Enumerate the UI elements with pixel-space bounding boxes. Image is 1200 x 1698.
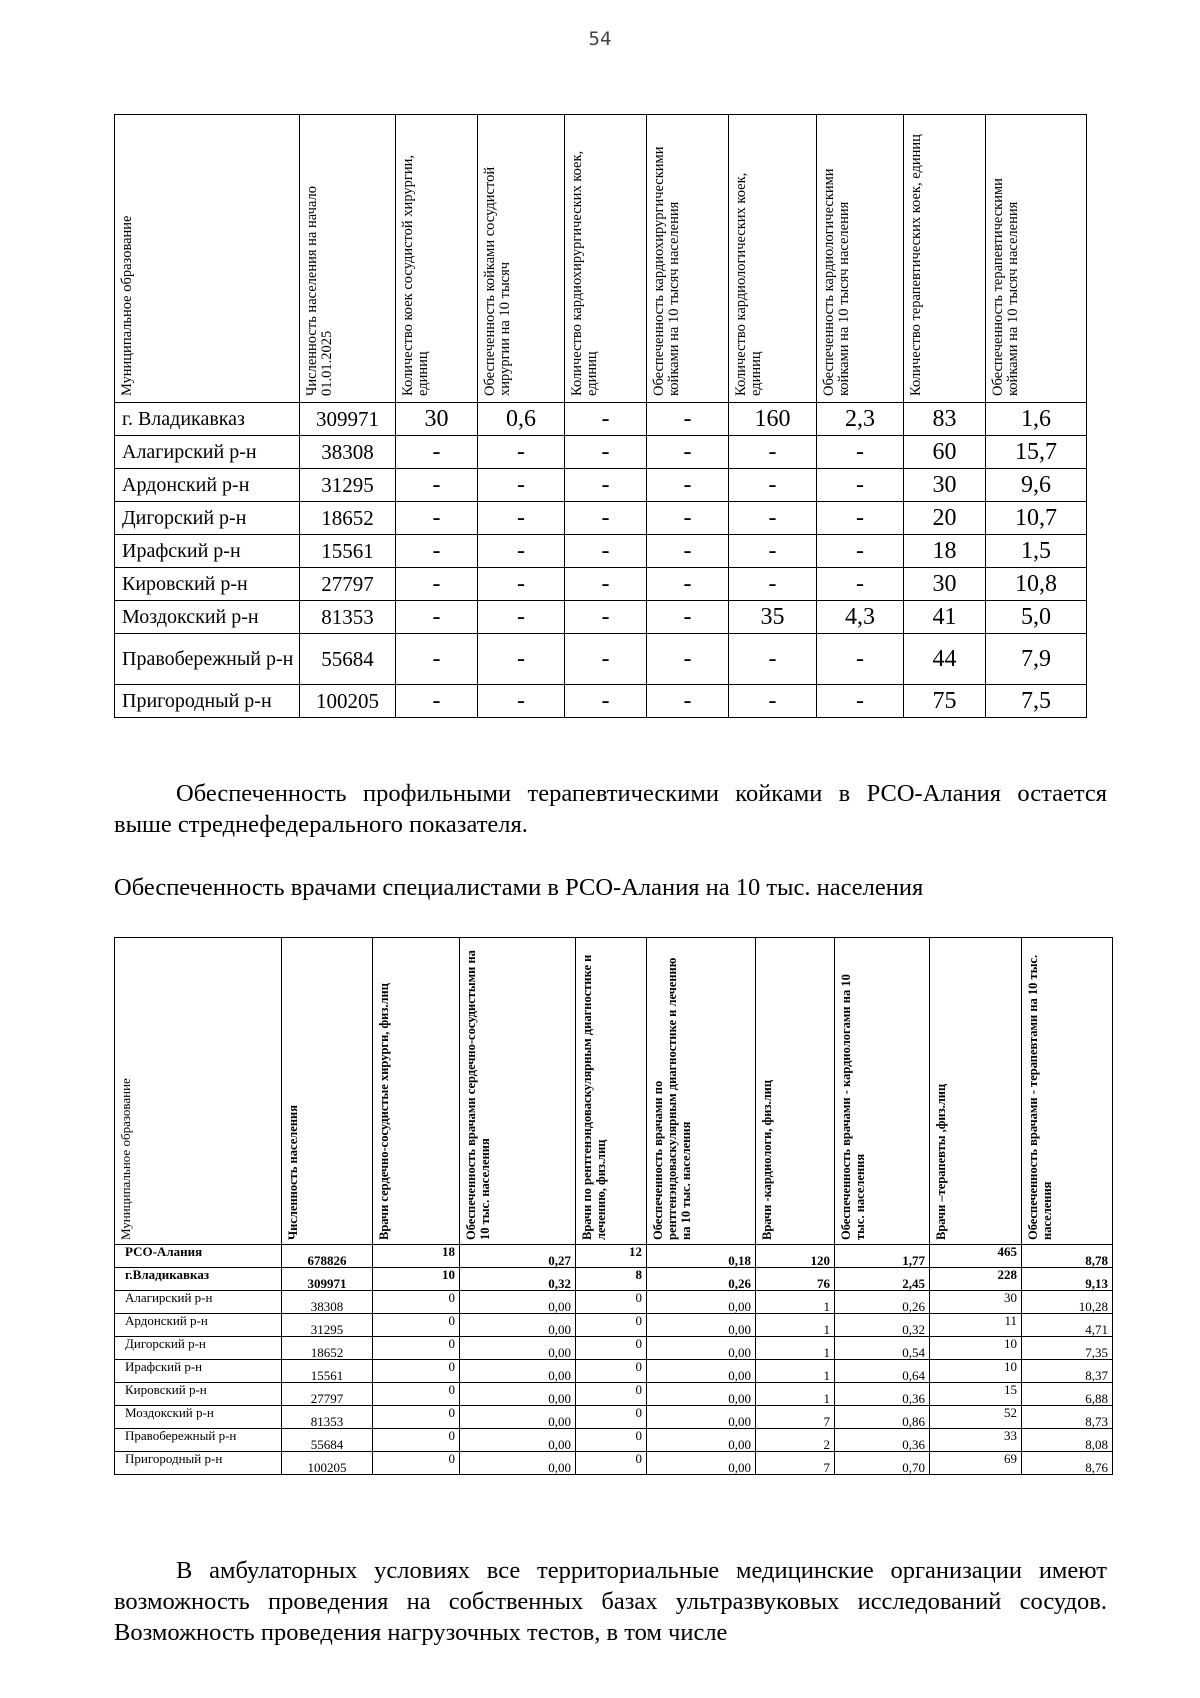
row-label: Кировский р-н	[115, 568, 300, 601]
table-cell: 5,0	[986, 601, 1087, 634]
table-cell: 7	[756, 1406, 835, 1429]
table-cell: 0	[576, 1314, 647, 1337]
table-row	[115, 502, 1087, 535]
column-header: Муниципальное образование	[115, 115, 300, 403]
table-cell: 6,88	[1022, 1383, 1113, 1406]
table-cell: 465	[930, 1245, 1022, 1268]
table-cell: 1,5	[986, 535, 1087, 568]
table-row	[115, 403, 1087, 436]
table-cell: -	[396, 634, 478, 685]
table-cell: 15561	[282, 1360, 373, 1383]
table-cell: 38308	[300, 436, 396, 469]
column-header: Обеспеченность терапевтическими койками на 10 тысяч населения	[986, 115, 1087, 403]
table-cell: -	[565, 685, 647, 718]
column-header: Количество кардиологических коек, единиц	[729, 115, 817, 403]
table-row	[115, 1291, 1113, 1314]
table-cell: 30	[904, 568, 986, 601]
table-cell: 120	[756, 1245, 835, 1268]
table-row	[115, 601, 1087, 634]
table-cell: 27797	[282, 1383, 373, 1406]
table-cell: -	[478, 634, 565, 685]
table-cell: 0,00	[647, 1429, 756, 1452]
table-cell: -	[396, 535, 478, 568]
table-cell: 0,00	[460, 1360, 576, 1383]
table-cell: 0,00	[460, 1337, 576, 1360]
table-cell: -	[817, 685, 904, 718]
row-label: Ирафский р-н	[115, 1360, 282, 1383]
table-cell: 0,00	[460, 1452, 576, 1475]
table-cell: -	[565, 436, 647, 469]
table-cell: 0,26	[835, 1291, 930, 1314]
table-cell: 7,5	[986, 685, 1087, 718]
table-row	[115, 436, 1087, 469]
table-cell: 0,32	[835, 1314, 930, 1337]
table-cell: 10	[930, 1337, 1022, 1360]
table-header-row	[115, 938, 1113, 1245]
table-cell: 30	[396, 403, 478, 436]
table-cell: -	[729, 535, 817, 568]
row-label: Моздокский р-н	[115, 1406, 282, 1429]
table-cell: -	[647, 634, 729, 685]
table-cell: 9,13	[1022, 1268, 1113, 1291]
table-cell: -	[565, 469, 647, 502]
table-cell: 11	[930, 1314, 1022, 1337]
table-cell: -	[478, 502, 565, 535]
column-header: Обеспеченность койками сосудистой хирургии на 10 тысяч	[478, 115, 565, 403]
table-cell: 4,71	[1022, 1314, 1113, 1337]
table-cell: 60	[904, 436, 986, 469]
table-cell: 38308	[282, 1291, 373, 1314]
table-cell: 678826	[282, 1245, 373, 1268]
table-cell: 8,37	[1022, 1360, 1113, 1383]
table-cell: 0,00	[460, 1291, 576, 1314]
table-cell: 15561	[300, 535, 396, 568]
table-cell: -	[396, 568, 478, 601]
row-label: Правобережный р-н	[115, 1429, 282, 1452]
table-row	[115, 685, 1087, 718]
table-cell: 0	[373, 1337, 460, 1360]
table-cell: 31295	[300, 469, 396, 502]
table-cell: -	[647, 403, 729, 436]
table-cell: 12	[576, 1245, 647, 1268]
table-cell: -	[478, 685, 565, 718]
table-cell: 100205	[282, 1452, 373, 1475]
column-header: Количество терапевтических коек, единиц	[904, 115, 986, 403]
column-header: Врачи по рентгенэндоваскулярным диагностике и лечению, физ.лиц	[576, 938, 647, 1245]
table-cell: -	[478, 601, 565, 634]
table-cell: 0,18	[647, 1245, 756, 1268]
table-cell: 18652	[300, 502, 396, 535]
table-cell: 15,7	[986, 436, 1087, 469]
doctors-table	[114, 937, 1113, 1475]
table-cell: 1,77	[835, 1245, 930, 1268]
table-cell: 27797	[300, 568, 396, 601]
table-cell: -	[817, 469, 904, 502]
table-cell: 0	[373, 1291, 460, 1314]
column-header: Обеспеченность врачами по рентгенэндоваскулярным диагностике и лечению на 10 тыс. населения	[647, 938, 756, 1245]
table-cell: 0,00	[647, 1314, 756, 1337]
table-cell: 0	[576, 1452, 647, 1475]
table-cell: 1	[756, 1337, 835, 1360]
table-cell: 2,3	[817, 403, 904, 436]
row-label: Ирафский р-н	[115, 535, 300, 568]
table-cell: 0,27	[460, 1245, 576, 1268]
table-cell: 8,76	[1022, 1452, 1113, 1475]
row-label: Алагирский р-н	[115, 1291, 282, 1314]
table-cell: 0,36	[835, 1383, 930, 1406]
table-cell: 18652	[282, 1337, 373, 1360]
table-cell: 0,64	[835, 1360, 930, 1383]
table-cell: 0,00	[647, 1360, 756, 1383]
row-label: Кировский р-н	[115, 1383, 282, 1406]
table-cell: -	[565, 601, 647, 634]
table-cell: -	[729, 469, 817, 502]
table-cell: 0,00	[460, 1383, 576, 1406]
table-cell: 0,70	[835, 1452, 930, 1475]
table-cell: 15	[930, 1383, 1022, 1406]
row-label: г. Владикавказ	[115, 403, 300, 436]
table-row	[115, 1360, 1113, 1383]
table-cell: 0	[373, 1429, 460, 1452]
column-header: Численность населения	[282, 938, 373, 1245]
table-cell: -	[647, 469, 729, 502]
table-row	[115, 1337, 1113, 1360]
column-header: Обеспеченность врачами - терапевтами на 10 тыс. населения	[1022, 938, 1113, 1245]
table-cell: 2,45	[835, 1268, 930, 1291]
table-cell: 44	[904, 634, 986, 685]
row-label: г.Владикавказ	[115, 1268, 282, 1291]
table-cell: 228	[930, 1268, 1022, 1291]
table-cell: 0	[373, 1314, 460, 1337]
table-cell: 8,73	[1022, 1406, 1113, 1429]
table-cell: 160	[729, 403, 817, 436]
table-cell: 0,6	[478, 403, 565, 436]
table-cell: 18	[904, 535, 986, 568]
table-row	[115, 1314, 1113, 1337]
table-cell: 0	[373, 1452, 460, 1475]
table-cell: 55684	[300, 634, 396, 685]
column-header: Обеспеченность врачами сердечно-сосудистыми на 10 тыс. населения	[460, 938, 576, 1245]
table-cell: -	[396, 469, 478, 502]
table-cell: 8,78	[1022, 1245, 1113, 1268]
table-cell: 4,3	[817, 601, 904, 634]
table-row	[115, 1245, 1113, 1268]
table-cell: 0	[576, 1383, 647, 1406]
table-cell: -	[729, 634, 817, 685]
table-cell: 1	[756, 1291, 835, 1314]
table-header-row	[115, 115, 1087, 403]
table-cell: -	[565, 403, 647, 436]
table-row	[115, 535, 1087, 568]
doctors-table-title: Обеспеченность врачами специалистами в РСО-Алания на 10 тыс. населения	[114, 874, 924, 901]
row-label: Моздокский р-н	[115, 601, 300, 634]
table-cell: 7	[756, 1452, 835, 1475]
table-cell: -	[647, 685, 729, 718]
table-cell: 0,00	[647, 1452, 756, 1475]
table-cell: 8,08	[1022, 1429, 1113, 1452]
table-cell: 9,6	[986, 469, 1087, 502]
table-cell: 0	[373, 1360, 460, 1383]
table-cell: -	[396, 685, 478, 718]
row-label: Пригородный р-н	[115, 1452, 282, 1475]
table-cell: -	[729, 685, 817, 718]
table-cell: 0,36	[835, 1429, 930, 1452]
table-row	[115, 1383, 1113, 1406]
table-cell: 81353	[282, 1406, 373, 1429]
table-cell: -	[478, 535, 565, 568]
column-header: Врачи сердечно-сосудистые хирурги, физ.лиц	[373, 938, 460, 1245]
column-header: Численность населения на начало 01.01.2025	[300, 115, 396, 403]
table-cell: -	[817, 634, 904, 685]
table-cell: 1	[756, 1383, 835, 1406]
hospital-beds-table	[114, 114, 1087, 718]
table-cell: 52	[930, 1406, 1022, 1429]
table-cell: 0,00	[460, 1406, 576, 1429]
table-cell: 0,32	[460, 1268, 576, 1291]
table-cell: 0,54	[835, 1337, 930, 1360]
table-cell: 7,35	[1022, 1337, 1113, 1360]
table-cell: 0,00	[460, 1314, 576, 1337]
table-cell: 0	[576, 1291, 647, 1314]
table-cell: 0	[576, 1337, 647, 1360]
table-cell: 0,26	[647, 1268, 756, 1291]
table-cell: 309971	[300, 403, 396, 436]
table-cell: 20	[904, 502, 986, 535]
table-cell: 0,00	[647, 1291, 756, 1314]
table-cell: 75	[904, 685, 986, 718]
table-cell: 1,6	[986, 403, 1087, 436]
table-cell: 0,00	[647, 1383, 756, 1406]
table-row	[115, 634, 1087, 685]
paragraph-ambulatory: В амбулаторных условиях все территориальные медицинские организации имеют возможность проведения на собственных базах ультразвуковых исследований сосудов. Возможность проведения нагрузочных тестов, в том числе	[114, 1557, 1107, 1646]
column-header: Обеспеченность кардиологическими койками на 10 тысяч населения	[817, 115, 904, 403]
column-header: Врачи –терапевты ,физ.лиц	[930, 938, 1022, 1245]
table-cell: 0	[576, 1360, 647, 1383]
table-cell: 1	[756, 1314, 835, 1337]
row-label: РСО-Алания	[115, 1245, 282, 1268]
table-cell: -	[729, 436, 817, 469]
table-cell: -	[647, 568, 729, 601]
column-header: Обеспеченность врачами - кардиологами на 10 тыс. населения	[835, 938, 930, 1245]
table-row	[115, 1268, 1113, 1291]
table-cell: 10,7	[986, 502, 1087, 535]
table-cell: 309971	[282, 1268, 373, 1291]
row-label: Правобережный р-н	[115, 634, 300, 685]
table-cell: 7,9	[986, 634, 1087, 685]
table-cell: 31295	[282, 1314, 373, 1337]
table-cell: 10,28	[1022, 1291, 1113, 1314]
table-cell: 41	[904, 601, 986, 634]
table-cell: -	[478, 568, 565, 601]
table-cell: -	[396, 601, 478, 634]
column-header: Обеспеченность кардиохирургическими койками на 10 тысяч населения	[647, 115, 729, 403]
table-cell: 55684	[282, 1429, 373, 1452]
table-cell: -	[565, 634, 647, 685]
table-cell: -	[817, 502, 904, 535]
table-cell: -	[565, 568, 647, 601]
table-row	[115, 469, 1087, 502]
table-cell: 0	[373, 1383, 460, 1406]
table-cell: -	[565, 535, 647, 568]
table-cell: 35	[729, 601, 817, 634]
table-cell: 100205	[300, 685, 396, 718]
table-cell: 10	[373, 1268, 460, 1291]
column-header: Количество коек сосудистой хирургии, единиц	[396, 115, 478, 403]
table-cell: -	[817, 568, 904, 601]
table-row	[115, 568, 1087, 601]
table-cell: -	[817, 436, 904, 469]
table-cell: -	[478, 436, 565, 469]
table-cell: -	[647, 436, 729, 469]
table-cell: -	[478, 469, 565, 502]
table-cell: 0	[576, 1406, 647, 1429]
table-cell: 83	[904, 403, 986, 436]
table-cell: 1	[756, 1360, 835, 1383]
column-header: Количество кардиохирургических коек, единиц	[565, 115, 647, 403]
page-number: 54	[588, 28, 612, 50]
table-cell: 30	[904, 469, 986, 502]
row-label: Ардонский р-н	[115, 469, 300, 502]
row-label: Алагирский р-н	[115, 436, 300, 469]
table-row	[115, 1452, 1113, 1475]
paragraph-beds-note: Обеспеченность профильными терапевтическими койками в РСО-Алания остается выше стреднефедерального показателя.	[114, 780, 1107, 838]
table-cell: 0	[373, 1406, 460, 1429]
table-cell: -	[817, 535, 904, 568]
table-cell: 0,86	[835, 1406, 930, 1429]
row-label: Дигорский р-н	[115, 1337, 282, 1360]
row-label: Ардонский р-н	[115, 1314, 282, 1337]
table-cell: 0	[576, 1429, 647, 1452]
column-header: Врачи -кардиологи, физ.лиц	[756, 938, 835, 1245]
table-cell: 10	[930, 1360, 1022, 1383]
table-row	[115, 1406, 1113, 1429]
column-header: Муниципальное образование	[115, 938, 282, 1245]
row-label: Дигорский р-н	[115, 502, 300, 535]
table-cell: 30	[930, 1291, 1022, 1314]
table-cell: -	[396, 502, 478, 535]
table-cell: 0,00	[460, 1429, 576, 1452]
table-cell: 0,00	[647, 1406, 756, 1429]
table-cell: 2	[756, 1429, 835, 1452]
table-cell: -	[647, 535, 729, 568]
row-label: Пригородный р-н	[115, 685, 300, 718]
table-cell: 76	[756, 1268, 835, 1291]
table-cell: 18	[373, 1245, 460, 1268]
table-cell: -	[729, 568, 817, 601]
table-cell: 33	[930, 1429, 1022, 1452]
table-cell: -	[396, 436, 478, 469]
table-cell: 69	[930, 1452, 1022, 1475]
table-cell: -	[729, 502, 817, 535]
table-cell: 8	[576, 1268, 647, 1291]
table-cell: 0,00	[647, 1337, 756, 1360]
table-cell: -	[647, 502, 729, 535]
table-row	[115, 1429, 1113, 1452]
table-cell: -	[565, 502, 647, 535]
table-cell: 10,8	[986, 568, 1087, 601]
table-cell: -	[647, 601, 729, 634]
table-cell: 81353	[300, 601, 396, 634]
